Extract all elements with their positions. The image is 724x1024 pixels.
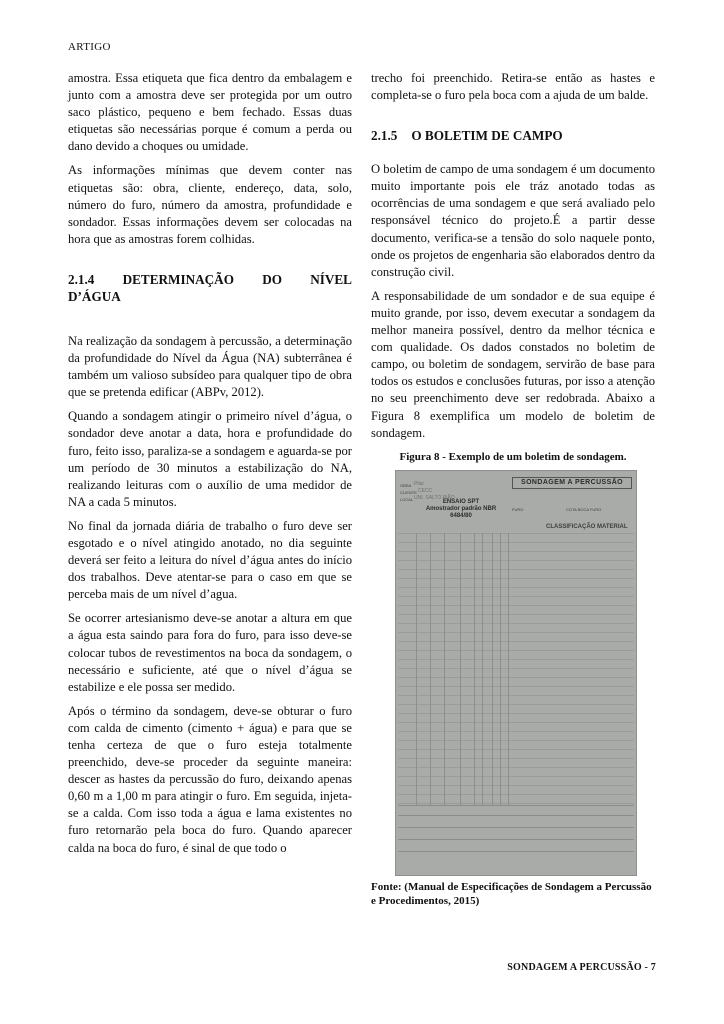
form-ruled-line	[398, 596, 634, 597]
form-field-label: COTA BOCA FURO	[566, 506, 602, 512]
form-ruled-line	[398, 650, 634, 651]
section-heading-2-1-5	[371, 127, 655, 144]
form-ruled-line	[398, 794, 634, 795]
form-footer-line	[398, 839, 634, 840]
form-field-label: FURO	[512, 506, 524, 512]
paragraph: As informações mínimas que devem conter nas etiquetas são: obra, cliente, endereço, data, solo, número do furo, número da amostra, profundidade e sondador. Essas informações devem ser colocadas na hora que as amostras forem colhidas.	[68, 163, 352, 246]
form-ensaio-line: Amostrador padrão NBR 6484/80	[425, 505, 497, 519]
form-footer-line	[398, 805, 634, 806]
heading-title: O BOLETIM DE CAMPO	[411, 128, 563, 144]
form-ruled-line	[398, 623, 634, 624]
form-ruled-line	[398, 587, 634, 588]
form-column-line	[500, 533, 501, 805]
heading-number: 2.1.4	[68, 271, 95, 287]
form-ruled-line	[398, 569, 634, 570]
paragraph: Quando a sondagem atingir o primeiro nível d’água, o sondador deve anotar a data, hora e profundidade do furo, feito isso, paraliza-se a sondagem e aguarda-se por um período de 30 minutos a estabilização do NA, realizando leituras com o auxílio de uma medidor de NA a cada 5 minutos.	[68, 409, 352, 509]
form-footer-line	[398, 851, 634, 852]
heading-word: NÍVEL	[310, 271, 352, 287]
form-field-label: OBRA	[400, 482, 412, 488]
heading-line-2: D’ÁGUA	[68, 288, 121, 304]
form-ensaio-line: ENSAIO SPT	[442, 498, 480, 505]
form-ruled-line	[398, 542, 634, 543]
form-handwriting: UNI. SALTO PIÃO	[414, 494, 455, 501]
form-ruled-line	[398, 668, 634, 669]
paragraph: O boletim de campo de uma sondagem é um documento muito importante pois ele tráz anotado todas as ocorrências de uma sondagem e que será avaliado pelo responsável técnico do projeto.É a partir desse documento, verifica-se a tensão do solo naquele ponto, onde os projetos de engenharia são elaborados dentro da construção civil.	[371, 162, 655, 279]
left-column	[68, 70, 352, 864]
form-column-line	[508, 533, 509, 805]
form-ruled-line	[398, 533, 634, 534]
page-header-section: ARTIGO	[68, 41, 111, 53]
form-ruled-line	[398, 641, 634, 642]
form-ensaio-title	[416, 499, 506, 520]
form-footer-line	[398, 827, 634, 828]
form-ruled-line	[398, 686, 634, 687]
paragraph: trecho foi preenchido. Retira-se então as hastes e completa-se o furo pela boca com a ajuda de um balde.	[371, 71, 655, 103]
form-ruled-line	[398, 578, 634, 579]
section-heading-2-1-4	[68, 271, 352, 305]
form-field-label: CLIENTE	[400, 489, 417, 495]
form-handwriting: CECC	[418, 487, 433, 494]
form-ruled-line	[398, 803, 634, 804]
form-ruled-line	[398, 740, 634, 741]
form-column-line	[492, 533, 493, 805]
paragraph: Se ocorrer artesianismo deve-se anotar a altura em que a água esta saindo para fora do furo, para isso deve-se colocar tubos de revestimentos na boca da sondagem, o necessário e suficiente, até que o nível d’água se estabilize e ele possa ser medido.	[68, 611, 352, 694]
form-handwriting: Pilar	[414, 480, 425, 487]
form-column-line	[474, 533, 475, 805]
form-ruled-line	[398, 722, 634, 723]
form-title: SONDAGEM A PERCUSSÃO	[512, 477, 632, 489]
form-ruled-line	[398, 785, 634, 786]
heading-number: 2.1.5	[371, 128, 398, 144]
form-ruled-line	[398, 713, 634, 714]
form-ruled-line	[398, 551, 634, 552]
form-ruled-line	[398, 749, 634, 750]
form-ruled-line	[398, 758, 634, 759]
page-footer: SONDAGEM A PERCUSSÃO - 7	[507, 962, 656, 973]
paragraph: A responsabilidade de um sondador e de sua equipe é muito grande, por isso, devem executar a sondagem da melhor maneira possível, dentro da melhor técnica e com qualidade. Os dados constados no boletim de campo, ou boletim de sondagem, servirão de base para todos os estudos e conclusões futuras, por isso a atenção no seu preenchimento deve ser redobrada. Abaixo a Figura 8 exemplifica um modelo de boletim de sondagem.	[371, 288, 655, 440]
form-ruled-line	[398, 767, 634, 768]
boletim-de-sondagem-image	[395, 470, 637, 876]
form-ruled-line	[398, 695, 634, 696]
form-ruled-line	[398, 776, 634, 777]
form-column-line	[444, 533, 445, 805]
form-classification-header: CLASSIFICAÇÃO MATERIAL	[546, 523, 628, 530]
form-ruled-line	[398, 659, 634, 660]
figure-source: Fonte: (Manual de Especificações de Sondagem a Percussão e Procedimentos, 2015)	[371, 880, 652, 907]
heading-word: DO	[262, 271, 282, 287]
form-footer-line	[398, 815, 634, 816]
form-ruled-line	[398, 614, 634, 615]
paragraph: Após o término da sondagem, deve-se obturar o furo com calda de cimento (cimento + água) e para que se tenha certeza de que o furo esteja totalmente preenchido, deve-se proceder da seguinte maneira: descer as hastes da percussão do furo, deixando apenas 0,60 m a 1,00 m para atingir o furo. Em seguida, injeta-se a calda. Com isso toda a água e lama existentes no furo retornarão pela boca do furo. Quando aparecer calda na boca do furo, é sinal de que todo o	[68, 703, 352, 855]
right-column	[371, 70, 655, 908]
form-column-line	[460, 533, 461, 805]
form-field-label: LOCAL	[400, 496, 414, 502]
form-ruled-line	[398, 605, 634, 606]
form-column-line	[482, 533, 483, 805]
form-ruled-line	[398, 731, 634, 732]
figure-caption: Figura 8 - Exemplo de um boletim de sondagem.	[399, 450, 627, 463]
paragraph: No final da jornada diária de trabalho o furo deve ser esgotado e o nível atingido anotado, no dia seguinte deverá ser feito a leitura do nível d’água antes do início dos trabalhos. Deve atentar-se para o caso em que se perceba mais de um nível d’agua.	[68, 518, 352, 602]
paragraph: amostra. Essa etiqueta que fica dentro da embalagem e junto com a amostra deve ser protegida por um outro saco plástico, pequeno e bem fechado. Essas duas etiquetas são necessárias porque é comum a perda ou dano devido a choques ou umidade.	[68, 71, 352, 154]
heading-word: DETERMINAÇÃO	[122, 271, 234, 287]
form-column-line	[416, 533, 417, 805]
form-ruled-line	[398, 704, 634, 705]
paragraph: Na realização da sondagem à percussão, a determinação da profundidade do Nível da Água (NA) subterrânea é também um valioso subsídeo para qualquer tipo de obra que se pretenda edificar (ABPv, 2012).	[68, 333, 352, 400]
form-ruled-line	[398, 560, 634, 561]
form-column-line	[430, 533, 431, 805]
form-ruled-line	[398, 632, 634, 633]
form-ruled-line	[398, 677, 634, 678]
